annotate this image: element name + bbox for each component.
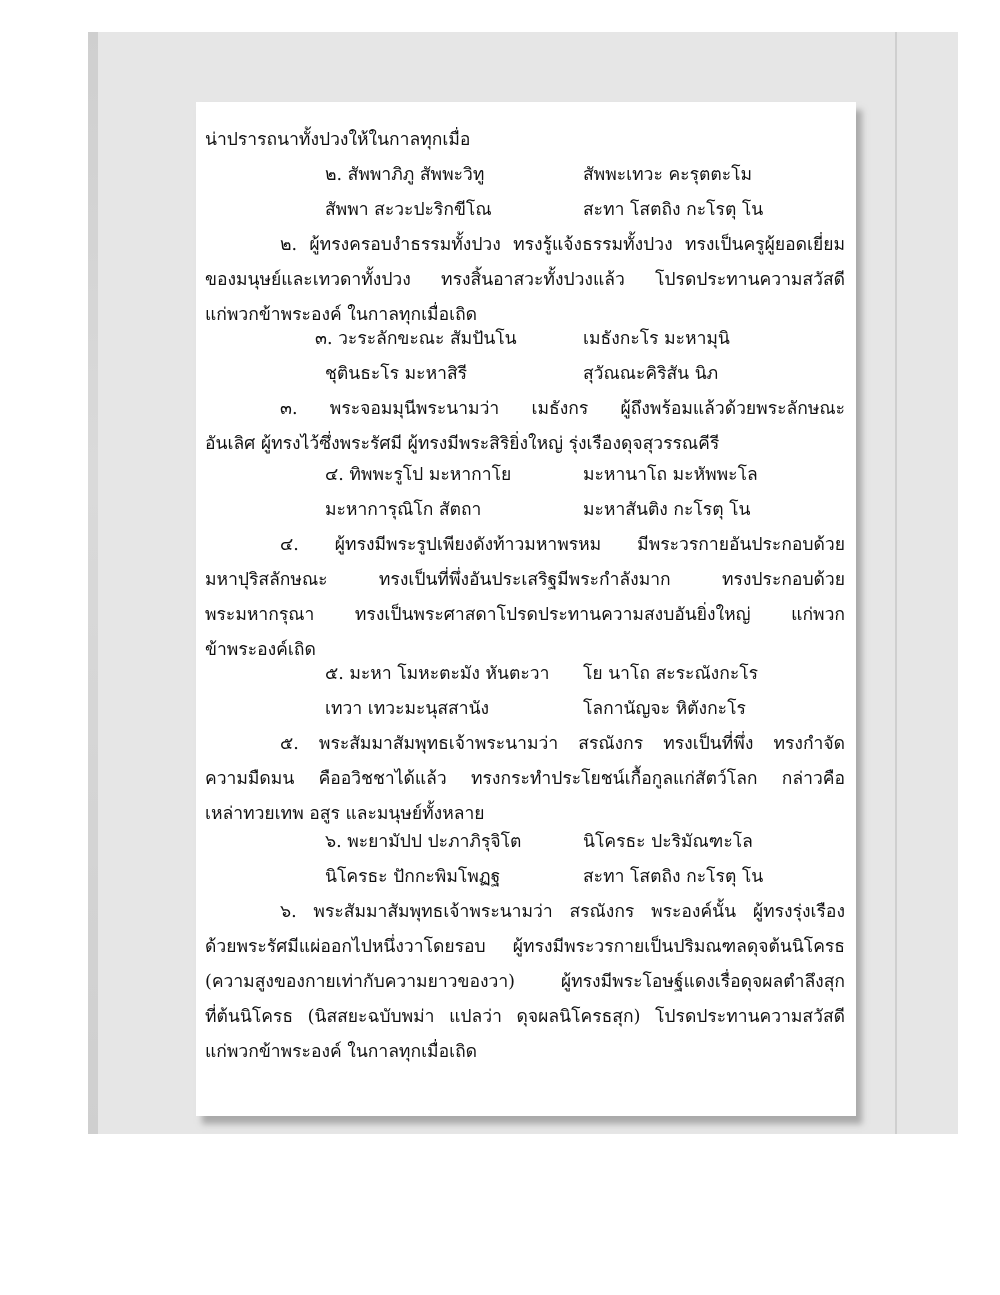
verse-left: นิโครธะ ปักกะพิมโพฏฐ — [325, 867, 501, 887]
text-line: ข้าพระองค์เถิด — [205, 640, 316, 660]
text-line: ๓. พระจอมมุนีพระนามว่า เมธังกร ผู้ถึงพร้อมแล้วด้วยพระลักษณะ — [280, 399, 845, 419]
verse-right: นิโครธะ ปะริมัณฑะโล — [583, 832, 753, 852]
verse-left: ชุตินธะโร มะหาสิรี — [325, 364, 468, 384]
verse-right: มะหาสันติง กะโรตุ โน — [583, 500, 751, 520]
verse-right: สุวัณณะคิริสัน นิภ — [583, 364, 719, 384]
text-line: เหล่าทวยเทพ อสูร และมนุษย์ทั้งหลาย — [205, 804, 485, 824]
verse-right: โย นาโถ สะระณังกะโร — [583, 664, 759, 684]
text-line: ด้วยพระรัศมีแผ่ออกไปหนึ่งวาโดยรอบ ผู้ทรงมีพระวรกายเป็นปริมณฑลดุจต้นนิโครธ — [205, 937, 845, 957]
verse-right: โลกานัญจะ หิตังกะโร — [583, 699, 746, 719]
verse-right: สะทา โสตถิง กะโรตุ โน — [583, 200, 764, 220]
text-line: พระมหากรุณา ทรงเป็นพระศาสดาโปรดประทานความสงบอันยิ่งใหญ่ แก่พวก — [205, 605, 845, 625]
text-line: ๖. พระสัมมาสัมพุทธเจ้าพระนามว่า สรณังกร พระองค์นั้น ผู้ทรงรุ่งเรือง — [280, 902, 845, 922]
verse-right: เมธังกะโร มะหามุนิ — [583, 329, 730, 349]
verse-left: ๖. พะยามัปป ปะภาภิรุจิโต — [325, 832, 522, 852]
text-line: ๒. ผู้ทรงครอบงำธรรมทั้งปวง ทรงรู้แจ้งธรรมทั้งปวง ทรงเป็นครูผู้ยอดเยี่ยม — [280, 235, 845, 255]
verse-left: สัพพา สะวะปะริกขีโณ — [325, 200, 492, 220]
scan-edge-line — [895, 32, 897, 1134]
text-line: ๕. พระสัมมาสัมพุทธเจ้าพระนามว่า สรณังกร ทรงเป็นที่พึ่ง ทรงกำจัด — [280, 734, 845, 754]
verse-left: ๓. วะระลักขะณะ สัมปันโน — [315, 329, 517, 349]
text-line: แก่พวกข้าพระองค์ ในกาลทุกเมื่อเถิด — [205, 1042, 478, 1062]
verse-left: ๕. มะหา โมหะตะมัง หันตะวา — [325, 664, 550, 684]
verse-left: มะหาการุณิโก สัตถา — [325, 500, 482, 520]
text-line: ของมนุษย์และเทวดาทั้งปวง ทรงสิ้นอาสวะทั้งปวงแล้ว โปรดประทานความสวัสดี — [205, 270, 845, 290]
verse-left: เทวา เทวะมะนุสสานัง — [325, 699, 490, 719]
text-line: อันเลิศ ผู้ทรงไว้ซึ่งพระรัศมี ผู้ทรงมีพระสิริยิ่งใหญ่ รุ่งเรืองดุจสุวรรณคีรี — [205, 434, 720, 454]
verse-left: ๔. ทิพพะรูโป มะหากาโย — [325, 465, 512, 485]
verse-left: ๒. สัพพาภิภู สัพพะวิทู — [325, 165, 485, 185]
verse-right: มะหานาโถ มะหัพพะโล — [583, 465, 758, 485]
binding-edge — [88, 32, 98, 1134]
text-line: ที่ต้นนิโครธ (นิสสยะฉบับพม่า แปลว่า ดุจผลนิโครธสุก) โปรดประทานความสวัสดี — [205, 1007, 845, 1027]
text-line: น่าปรารถนาทั้งปวงให้ในกาลทุกเมื่อ — [205, 130, 471, 150]
verse-right: สะทา โสตถิง กะโรตุ โน — [583, 867, 764, 887]
text-line: มหาปุริสลักษณะ ทรงเป็นที่พึ่งอันประเสริฐมีพระกำลังมาก ทรงประกอบด้วย — [205, 570, 845, 590]
text-line: (ความสูงของกายเท่ากับความยาวของวา) ผู้ทรงมีพระโอษฐ์แดงเรื่อดุจผลตำลึงสุก — [205, 972, 845, 992]
text-line: ความมืดมน คืออวิชชาได้แล้ว ทรงกระทำประโยชน์เกื้อกูลแก่สัตว์โลก กล่าวคือ — [205, 769, 845, 789]
verse-right: สัพพะเทวะ คะรุตตะโม — [583, 165, 753, 185]
text-line: แก่พวกข้าพระองค์ ในกาลทุกเมื่อเถิด — [205, 305, 478, 325]
text-line: ๔. ผู้ทรงมีพระรูปเพียงดังท้าวมหาพรหม มีพระวรกายอันประกอบด้วย — [280, 535, 845, 555]
